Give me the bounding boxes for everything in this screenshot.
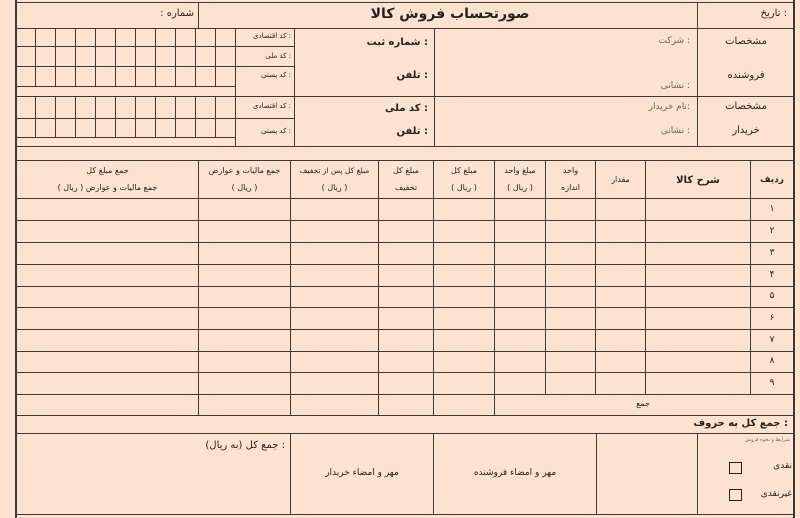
col-total-2: ( ریال ) [451, 183, 477, 192]
seller-signature-label: مهر و امضاء فروشنده [473, 468, 557, 478]
buyer-name-label: نام خریدار: [648, 102, 690, 112]
number-label: : شماره [160, 8, 194, 19]
col-after-discount-1: مبلغ کل پس از تخفیف [299, 166, 370, 175]
row-number: ۶ [769, 313, 775, 323]
cash-checkbox[interactable] [729, 462, 742, 474]
col-grand-1: جمع مبلغ کل [86, 166, 129, 175]
col-unit-1: واحد [562, 166, 579, 175]
seller-section-label-2: فروشنده [727, 70, 765, 81]
buyer-address-label: نشانی : [660, 126, 690, 136]
grand-total-label: جمع کل (به ریال) : [205, 440, 285, 451]
seller-reg-number-label: شماره ثبت : [366, 37, 428, 48]
form-title: صورتحساب فروش کالا [370, 6, 530, 22]
col-quantity: مقدار [611, 175, 630, 184]
buyer-signature-label: مهر و امضاء خریدار [325, 468, 399, 478]
cash-label: نقدی [773, 461, 792, 471]
row-number: ۸ [769, 356, 775, 366]
row-number: ۱ [769, 204, 775, 214]
row-number: ۹ [769, 378, 775, 388]
col-discount-2: تخفیف [394, 183, 418, 192]
row-number: ۲ [769, 226, 775, 236]
sum-label: جمع [636, 399, 650, 408]
noncash-checkbox[interactable] [729, 489, 742, 501]
buyer-economic-code-label: کد اقتصادی : [252, 102, 291, 110]
seller-postal-code-label: کد پستی : [261, 71, 291, 79]
row-number: ۳ [769, 248, 775, 258]
col-after-discount-2: ( ریال ) [321, 183, 348, 192]
col-row-no: ردیف [760, 175, 784, 185]
noncash-label: غیرنقدی [760, 489, 792, 499]
col-unit-2: اندازه [561, 183, 580, 192]
seller-section-label-1: مشخصات [725, 36, 767, 47]
col-discount-1: مبلغ کل [392, 166, 419, 175]
col-unit-price-2: ( ریال ) [507, 183, 533, 192]
seller-economic-code-label: کد اقتصادی : [252, 32, 291, 40]
row-number: ۷ [769, 335, 775, 345]
buyer-section-label-2: خریدار [732, 125, 760, 136]
col-grand-2: جمع مالیات و عوارض ( ریال ) [57, 183, 158, 192]
buyer-national-id-label: کد ملی : [385, 103, 428, 114]
seller-phone-label: تلفن : [396, 70, 428, 81]
col-description: شرح کالا [676, 175, 720, 186]
buyer-phone-label: تلفن : [396, 126, 428, 137]
col-tax-2: ( ریال ) [231, 183, 258, 192]
col-tax-1: جمع مالیات و عوارض [208, 166, 281, 175]
date-label: تاریخ : [760, 8, 787, 19]
row-number: ۵ [769, 291, 775, 301]
total-in-words-label: جمع کل به حروف : [693, 418, 788, 429]
col-unit-price-1: مبلغ واحد [504, 166, 536, 175]
buyer-postal-code-label: کد پستی : [261, 127, 291, 135]
buyer-section-label-1: مشخصات [725, 101, 767, 112]
col-total-1: مبلغ کل [450, 166, 477, 175]
payment-note: شرایط و نحوه فروش [744, 437, 790, 443]
seller-national-code-label: کد ملی : [265, 52, 291, 60]
row-number: ۴ [769, 270, 775, 280]
seller-address-label: نشانی : [660, 81, 690, 91]
seller-company-label: شرکت : [658, 36, 690, 46]
